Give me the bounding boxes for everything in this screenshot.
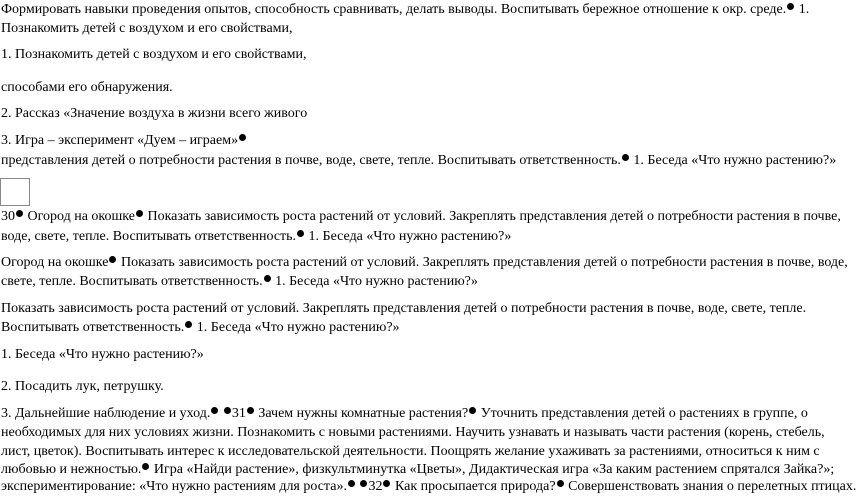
text-line: Формировать навыки проведения опытов, способность сравнивать, делать выводы. Воспитывать бережное отношение к окр. среде. 1.: [1, 2, 810, 17]
bullet-icon: [557, 480, 564, 487]
text-line: Огород на окошке Показать зависимость роста растений от условий. Закреплять представления детей о потребности растения в почве, воде,: [1, 255, 848, 270]
text-line: способами его обнаружения.: [1, 80, 173, 95]
bullet-icon: [469, 407, 476, 414]
text-line: 30 Огород на окошке Показать зависимость роста растений от условий. Закреплять представления детей о потребности растения в почве,: [1, 209, 841, 224]
text-line: свете, тепле. Воспитывать ответственность. 1. Беседа «Что нужно растению?»: [1, 274, 478, 289]
bullet-icon: [348, 480, 355, 487]
text-line: 2. Посадить лук, петрушку.: [1, 379, 164, 394]
text-line: 1. Познакомить детей с воздухом и его свойствами,: [1, 47, 307, 62]
bullet-icon: [383, 480, 390, 487]
text-line: Показать зависимость роста растений от условий. Закреплять представления детей о потребности растения в почве, воде, свете, тепле.: [1, 301, 807, 316]
bullet-icon: [224, 407, 231, 414]
bullet-icon: [109, 256, 116, 263]
bullet-icon: [239, 134, 246, 141]
text-line: Познакомить детей с воздухом и его свойствами,: [1, 21, 293, 36]
bullet-icon: [185, 321, 192, 328]
text-line: любовью и нежностью. Игра «Найди растение», физкультминутка «Цветы», Дидактическая игра «За каким растением спрятался Зайка?»;: [1, 462, 835, 477]
image-placeholder: [0, 178, 30, 206]
text-line: представления детей о потребности растения в почве, воде, свете, тепле. Воспитывать ответственность. 1. Беседа «Что нужно растению?»: [1, 153, 837, 168]
text-line: 3. Дальнейшие наблюдение и уход. 31 Зачем нужны комнатные растения? Уточнить представления детей о растениях в группе, о: [1, 406, 808, 421]
text-line: необходимых для них условиях жизни. Познакомить с новыми растениями. Научить узнавать и называть части растения (корень, стебель,: [1, 425, 825, 440]
text-line: экспериментирование: «Что нужно растениям для роста». 32 Как просыпается природа? Совершенствовать знания о перелетных птицах.: [1, 479, 856, 494]
bullet-icon: [211, 407, 218, 414]
bullet-icon: [622, 154, 629, 161]
text-line: 3. Игра – эксперимент «Дуем – играем»: [1, 131, 247, 150]
text-line: 1. Беседа «Что нужно растению?»: [1, 347, 204, 362]
bullet-icon: [360, 480, 367, 487]
bullet-icon: [247, 407, 254, 414]
bullet-icon: [16, 210, 23, 217]
text-line: Воспитывать ответственность. 1. Беседа «Что нужно растению?»: [1, 320, 400, 335]
text-line: лист, цветок). Воспитывать интерес к исследовательской деятельности. Поощрять желание ухаживать за растениями, относиться к ним с: [1, 444, 820, 459]
text-line: воде, свете, тепле. Воспитывать ответственность. 1. Беседа «Что нужно растению?»: [1, 229, 512, 244]
bullet-icon: [136, 210, 143, 217]
bullet-icon: [787, 3, 794, 10]
bullet-icon: [297, 230, 304, 237]
bullet-icon: [142, 463, 149, 470]
text-line: 2. Рассказ «Значение воздуха в жизни всего живого: [1, 106, 308, 121]
bullet-icon: [264, 275, 271, 282]
